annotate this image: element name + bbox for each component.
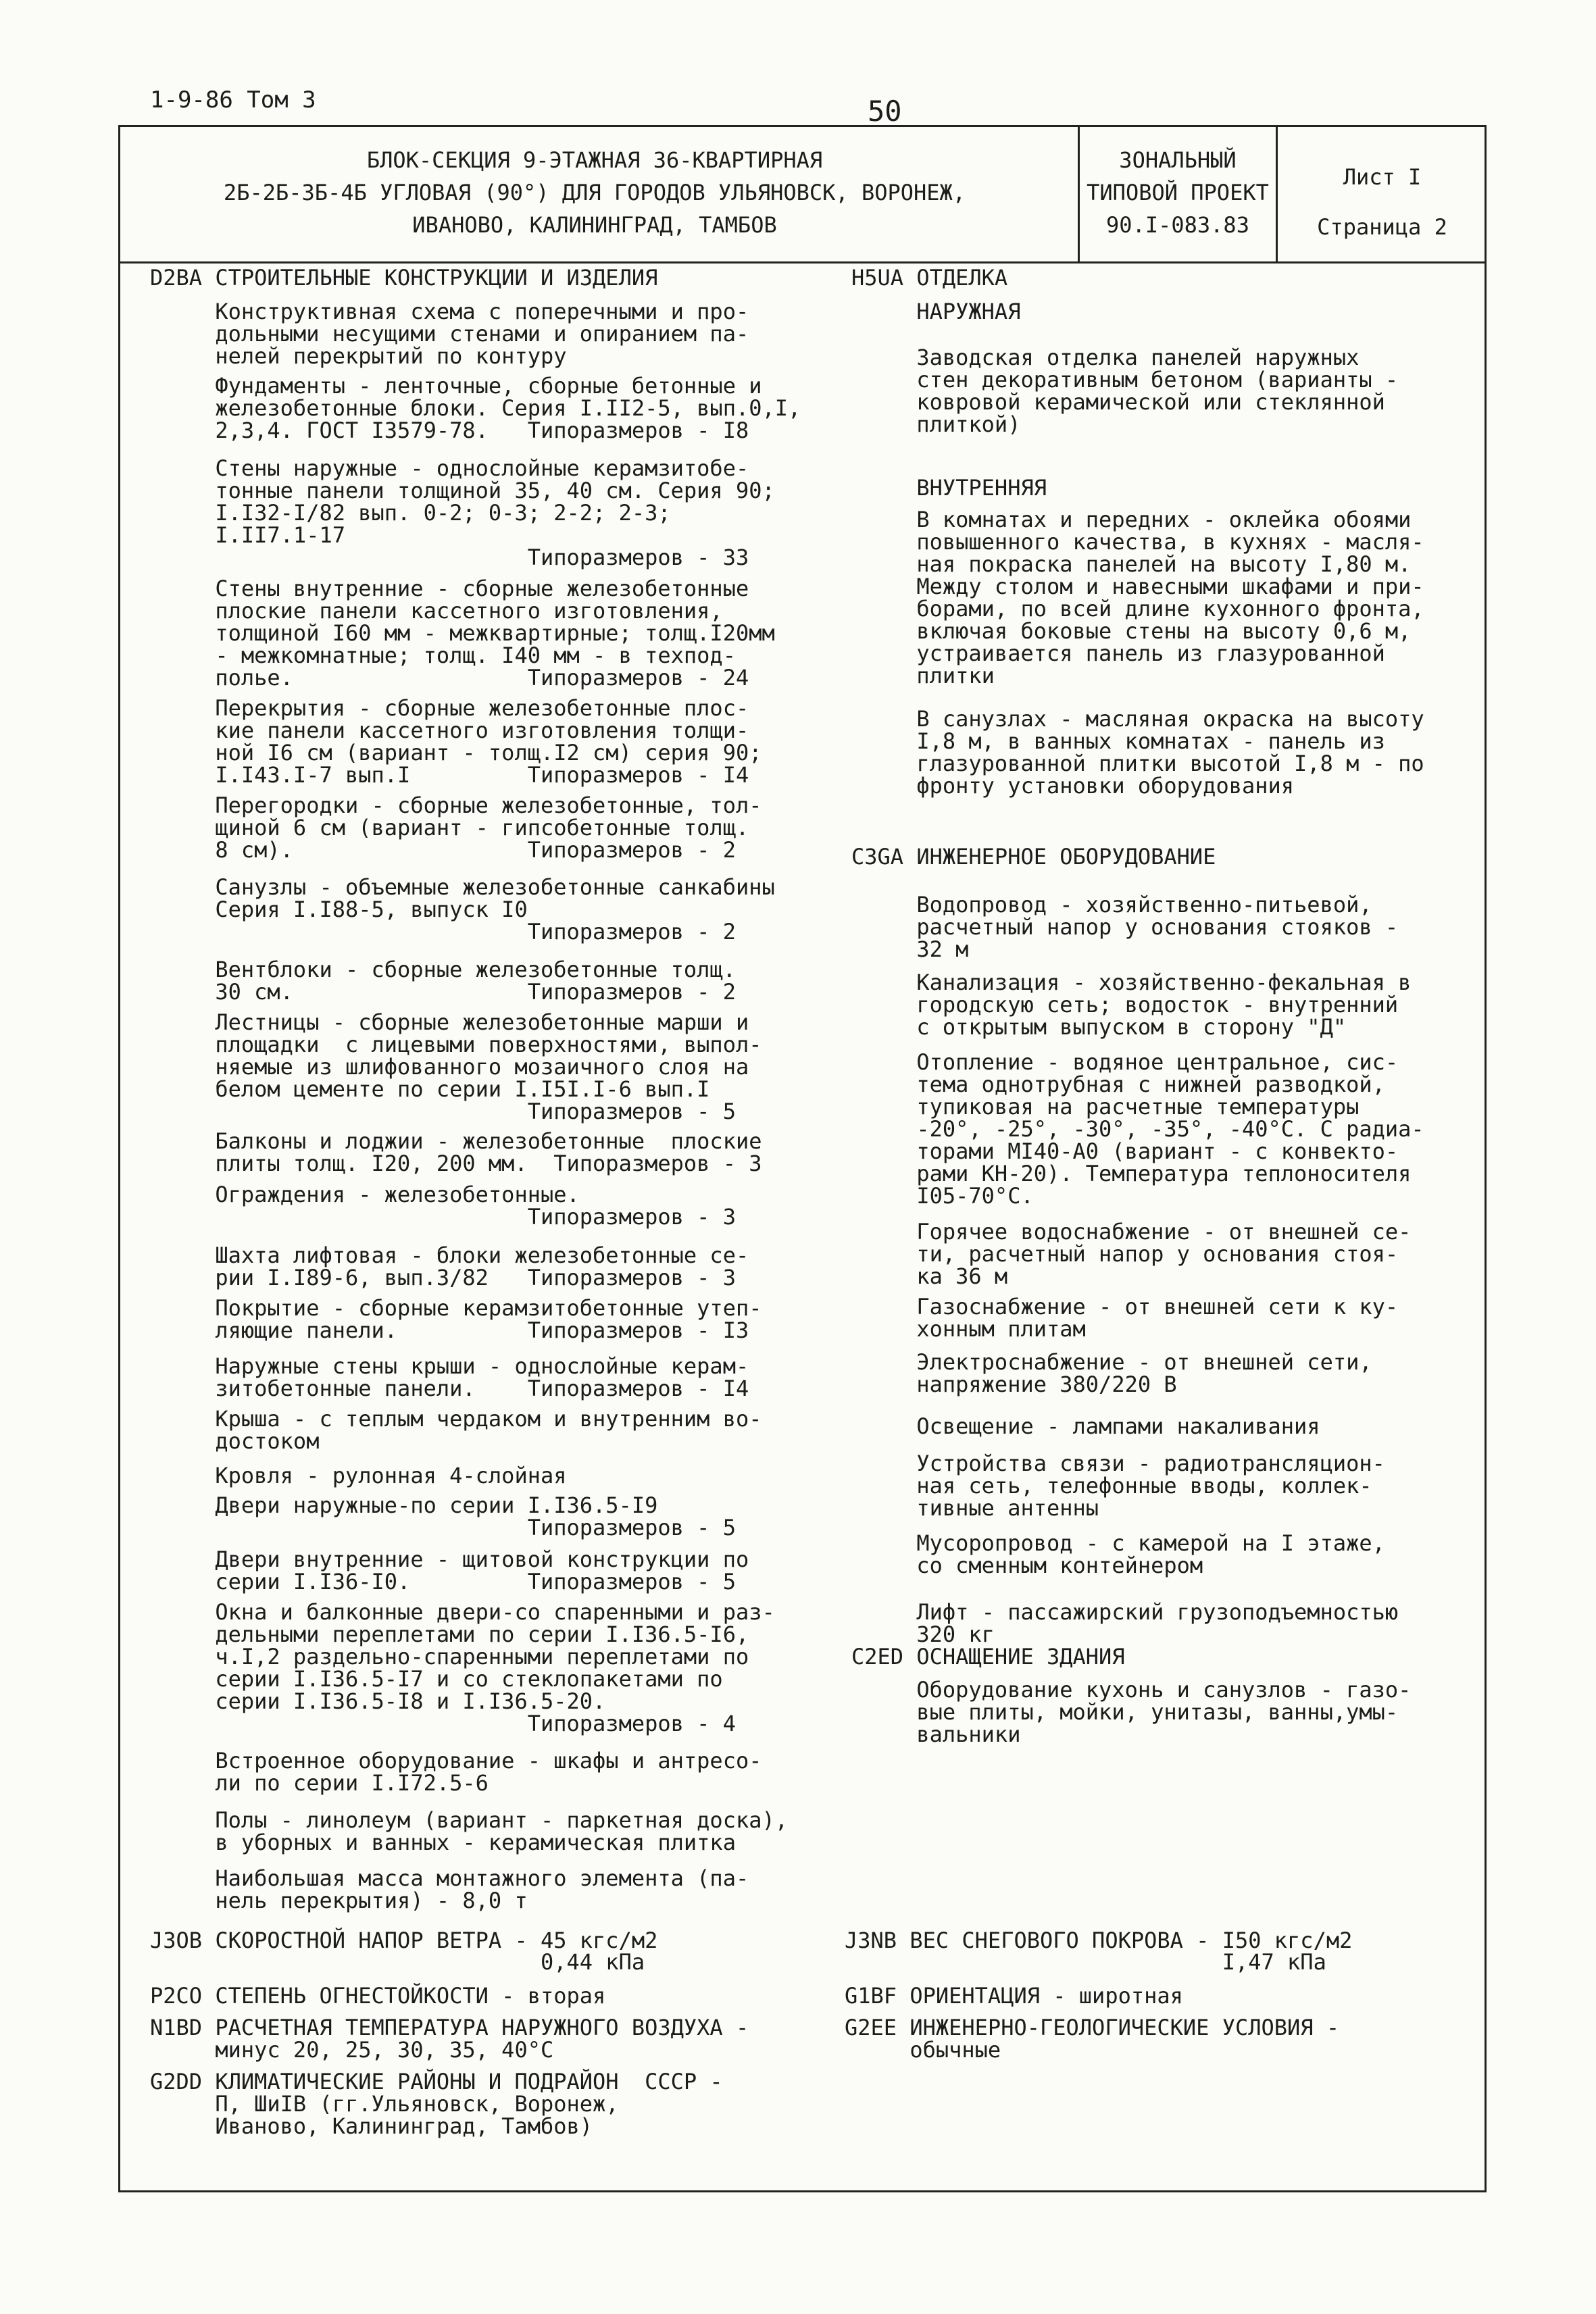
right-line: Заводская отделка панелей наружных bbox=[851, 345, 1360, 370]
left-line: серии I.I36-I0. Типоразмеров - 5 bbox=[150, 1569, 736, 1594]
left-line: Перекрытия - сборные железобетонные плос- bbox=[150, 695, 749, 721]
right-line: Устройства связи - радиотрансляцион- bbox=[851, 1451, 1385, 1476]
left-line: ной I6 см (вариант - толщ.I2 см) серия 90; bbox=[150, 740, 762, 765]
left-line: Стены внутренние - сборные железобетонные bbox=[150, 576, 749, 601]
left-line: I.I32-I/82 вып. 0-2; 0-3; 2-2; 2-3; bbox=[150, 500, 671, 526]
left-line: серии I.I36.5-I7 и со стеклопакетами по bbox=[150, 1666, 723, 1692]
page-number: 50 bbox=[868, 95, 902, 128]
right-line: устраивается панель из глазурованной bbox=[851, 640, 1385, 666]
right-line: C3GA ИНЖЕНЕРНОЕ ОБОРУДОВАНИЕ bbox=[851, 844, 1216, 870]
right-line: расчетный напор у основания стояков - bbox=[851, 914, 1399, 940]
bottom-left-line: P2CO СТЕПЕНЬ ОГНЕСТОЙКОСТИ - вторая bbox=[150, 1983, 606, 2009]
right-line: В комнатах и передних - оклейка обоями bbox=[851, 507, 1412, 532]
left-line: железобетонные блоки. Серия I.II2-5, вып.0,I, bbox=[150, 395, 801, 421]
right-line: Канализация - хозяйственно-фекальная в bbox=[851, 970, 1412, 995]
title-block bbox=[118, 125, 1487, 263]
left-line: нель перекрытия) - 8,0 т bbox=[150, 1888, 528, 1913]
left-line: кие панели кассетного изготовления толщи- bbox=[150, 718, 749, 743]
right-line: ка 36 м bbox=[851, 1263, 1008, 1289]
left-line: Конструктивная схема с поперечными и про- bbox=[150, 299, 749, 324]
left-line: 8 см). Типоразмеров - 2 bbox=[150, 837, 736, 863]
bottom-right-line: I,47 кПа bbox=[845, 1949, 1326, 1975]
right-line: тема однотрубная с нижней разводкой, bbox=[851, 1072, 1385, 1097]
right-line: -20°, -25°, -30°, -35°, -40°С. С радиа- bbox=[851, 1116, 1424, 1142]
right-line: В санузлах - масляная окраска на высоту bbox=[851, 706, 1424, 732]
left-line: Типоразмеров - 3 bbox=[150, 1204, 736, 1230]
title-line: БЛОК-СЕКЦИЯ 9-ЭТАЖНАЯ 36-КВАРТИРНАЯ bbox=[366, 147, 823, 173]
left-line: Вентблоки - сборные железобетонные толщ. bbox=[150, 957, 736, 982]
left-line: ляющие панели. Типоразмеров - I3 bbox=[150, 1317, 749, 1343]
left-line: рии I.I89-6, вып.3/82 Типоразмеров - 3 bbox=[150, 1265, 736, 1290]
left-line: D2BA СТРОИТЕЛЬНЫЕ КОНСТРУКЦИИ И ИЗДЕЛИЯ bbox=[150, 265, 658, 291]
left-line: площадки с лицевыми поверхностями, выпол- bbox=[150, 1032, 762, 1057]
left-line: Лестницы - сборные железобетонные марши и bbox=[150, 1009, 749, 1035]
zone-line: ЗОНАЛЬНЫЙ bbox=[1119, 147, 1237, 173]
right-line: I05-70°С. bbox=[851, 1183, 1034, 1209]
right-line: рами КН-20). Температура теплоносителя bbox=[851, 1161, 1412, 1186]
left-line: Типоразмеров - 5 bbox=[150, 1515, 736, 1540]
right-line: C2ED ОСНАЩЕНИЕ ЗДАНИЯ bbox=[851, 1644, 1125, 1669]
left-line: I.I43.I-7 вып.I Типоразмеров - I4 bbox=[150, 762, 749, 788]
left-line: Крыша - с теплым чердаком и внутренним во- bbox=[150, 1406, 762, 1432]
right-line: плиткой) bbox=[851, 411, 1021, 437]
left-line: плоские панели кассетного изготовления, bbox=[150, 598, 723, 624]
left-line: ли по серии I.I72.5-6 bbox=[150, 1770, 489, 1796]
right-line: Газоснабжение - от внешней сети к ку- bbox=[851, 1294, 1399, 1319]
right-line: Отопление - водяное центральное, сис- bbox=[851, 1049, 1399, 1075]
bottom-left-line: П, ШиIВ (гг.Ульяновск, Воронеж, bbox=[150, 2091, 619, 2117]
zone-line: ТИПОВОЙ ПРОЕКТ bbox=[1087, 180, 1269, 205]
left-line: Перегородки - сборные железобетонные, тол- bbox=[150, 793, 762, 818]
page-label: Страница 2 bbox=[1317, 214, 1447, 240]
left-line: зитобетонные панели. Типоразмеров - I4 bbox=[150, 1376, 749, 1401]
right-line: ковровой керамической или стеклянной bbox=[851, 389, 1385, 415]
left-line: дельными переплетами по серии I.I36.5-I6, bbox=[150, 1621, 749, 1647]
project-title bbox=[118, 144, 1071, 241]
left-line: 2,3,4. ГОСТ I3579-78. Типоразмеров - I8 bbox=[150, 418, 749, 443]
right-line: напряжение 380/220 В bbox=[851, 1372, 1177, 1397]
volume-label: 1-9-86 Том 3 bbox=[150, 86, 316, 114]
title-line: ИВАНОВО, КАЛИНИНГРАД, ТАМБОВ bbox=[412, 212, 777, 238]
right-line: Освещение - лампами накаливания bbox=[851, 1413, 1320, 1439]
right-line: 320 кг bbox=[851, 1621, 995, 1647]
sheet-number: Лист I bbox=[1343, 164, 1422, 190]
right-line: фронту установки оборудования bbox=[851, 773, 1295, 799]
bottom-left-line: J3OB СКОРОСТНОЙ НАПОР ВЕТРА - 45 кгс/м2 bbox=[150, 1928, 658, 1953]
left-line: Ограждения - железобетонные. bbox=[150, 1182, 580, 1207]
left-line: Наибольшая масса монтажного элемента (па- bbox=[150, 1865, 749, 1891]
right-line: ная сеть, телефонные вводы, коллек- bbox=[851, 1473, 1372, 1499]
left-line: нелей перекрытий по контуру bbox=[150, 343, 567, 369]
right-line: Между столом и навесными шкафами и при- bbox=[851, 574, 1424, 599]
right-line: тупиковая на расчетные температуры bbox=[851, 1094, 1360, 1120]
project-code: 90.I-083.83 bbox=[1106, 212, 1249, 238]
left-line: няемые из шлифованного мозаичного слоя на bbox=[150, 1054, 749, 1080]
left-line: Фундаменты - ленточные, сборные бетонные и bbox=[150, 373, 762, 399]
left-line: достоком bbox=[150, 1428, 320, 1454]
left-line: в уборных и ванных - керамическая плитка bbox=[150, 1830, 736, 1855]
bottom-right-line: обычные bbox=[845, 2037, 1001, 2063]
bottom-right-line: G1BF ОРИЕНТАЦИЯ - широтная bbox=[845, 1983, 1183, 2009]
bottom-left-line: Иваново, Калининград, Тамбов) bbox=[150, 2113, 593, 2139]
right-line: включая боковые стены на высоту 0,6 м, bbox=[851, 618, 1412, 644]
left-line: Наружные стены крыши - однослойные керам- bbox=[150, 1353, 749, 1379]
right-line: Оборудование кухонь и санузлов - газо- bbox=[851, 1677, 1412, 1703]
right-line: повышенного качества, в кухнях - масля- bbox=[851, 529, 1424, 555]
left-line: толщиной I60 мм - межквартирные; толщ.I20мм bbox=[150, 620, 775, 646]
left-line: Санузлы - объемные железобетонные санкабины bbox=[150, 874, 775, 900]
left-line: щиной 6 см (вариант - гипсобетонные толщ. bbox=[150, 815, 749, 840]
left-line: Типоразмеров - 5 bbox=[150, 1099, 736, 1124]
left-line: Окна и балконные двери-со спаренными и раз- bbox=[150, 1599, 775, 1625]
right-line: вые плиты, мойки, унитазы, ванны,умы- bbox=[851, 1699, 1399, 1725]
right-line: 32 м bbox=[851, 936, 969, 962]
left-line: Встроенное оборудование - шкафы и антресо- bbox=[150, 1748, 762, 1774]
right-line: H5UA ОТДЕЛКА bbox=[851, 265, 1008, 291]
left-line: плиты толщ. I20, 200 мм. Типоразмеров - 3 bbox=[150, 1151, 762, 1176]
right-line: ная покраска панелей на высоту I,80 м. bbox=[851, 551, 1412, 577]
bottom-right-line: G2EE ИНЖЕНЕРНО-ГЕОЛОГИЧЕСКИЕ УСЛОВИЯ - bbox=[845, 2015, 1340, 2040]
bottom-left-line: G2DD КЛИМАТИЧЕСКИЕ РАЙОНЫ И ПОДРАЙОН СССР - bbox=[150, 2069, 723, 2094]
right-line: Мусоропровод - с камерой на I этаже, bbox=[851, 1530, 1385, 1556]
left-line: Типоразмеров - 2 bbox=[150, 919, 736, 945]
left-line: - межкомнатные; толщ. I40 мм - в техпод- bbox=[150, 643, 736, 668]
right-line: со сменным контейнером bbox=[851, 1553, 1203, 1578]
right-line: глазурованной плитки высотой I,8 м - по bbox=[851, 751, 1424, 776]
right-line: I,8 м, в ванных комнатах - панель из bbox=[851, 728, 1385, 754]
left-line: белом цементе по серии I.I5I.I-6 вып.I bbox=[150, 1076, 710, 1102]
left-line: Типоразмеров - 33 bbox=[150, 545, 749, 570]
left-line: Двери наружные-по серии I.I36.5-I9 bbox=[150, 1492, 658, 1518]
right-line: вальники bbox=[851, 1721, 1021, 1747]
left-line: Балконы и лоджии - железобетонные плоские bbox=[150, 1128, 762, 1154]
right-line: плитки bbox=[851, 663, 995, 688]
right-line: ти, расчетный напор у основания стоя- bbox=[851, 1241, 1399, 1267]
left-line: Шахта лифтовая - блоки железобетонные се- bbox=[150, 1242, 749, 1268]
right-line: стен декоративным бетоном (варианты - bbox=[851, 367, 1399, 393]
left-line: полье. Типоразмеров - 24 bbox=[150, 665, 749, 690]
left-line: Стены наружные - однослойные керамзитобе- bbox=[150, 455, 749, 481]
left-line: тонные панели толщиной 35, 40 см. Серия 90; bbox=[150, 478, 775, 503]
right-line: с открытым выпуском в сторону "Д" bbox=[851, 1014, 1347, 1040]
project-code-block bbox=[1080, 144, 1276, 241]
right-line: Водопровод - хозяйственно-питьевой, bbox=[851, 892, 1372, 917]
left-line: серии I.I36.5-I8 и I.I36.5-20. bbox=[150, 1688, 606, 1714]
left-line: I.II7.1-17 bbox=[150, 522, 345, 548]
left-line: ч.I,2 раздельно-спаренными переплетами по bbox=[150, 1644, 749, 1669]
left-line: дольными несущими стенами и опиранием па- bbox=[150, 321, 749, 347]
left-line: Серия I.I88-5, выпуск I0 bbox=[150, 897, 528, 922]
right-line: Лифт - пассажирский грузоподъемностью bbox=[851, 1599, 1399, 1625]
right-line: Электроснабжение - от внешней сети, bbox=[851, 1349, 1372, 1375]
left-line: Двери внутренние - щитовой конструкции по bbox=[150, 1546, 749, 1572]
right-line: борами, по всей длине кухонного фронта, bbox=[851, 596, 1424, 622]
left-line: Типоразмеров - 4 bbox=[150, 1711, 736, 1736]
right-line: торами МI40-А0 (вариант - с конвекто- bbox=[851, 1138, 1399, 1164]
bottom-left-line: N1BD РАСЧЕТНАЯ ТЕМПЕРАТУРА НАРУЖНОГО ВОЗДУХА - bbox=[150, 2015, 749, 2040]
left-line: Полы - линолеум (вариант - паркетная доска), bbox=[150, 1807, 789, 1833]
right-line: НАРУЖНАЯ bbox=[851, 299, 1021, 324]
sheet-block bbox=[1278, 152, 1487, 252]
bottom-left-line: минус 20, 25, 30, 35, 40°С bbox=[150, 2037, 554, 2063]
right-line: тивные антенны bbox=[851, 1495, 1099, 1521]
left-line: Кровля - рулонная 4-слойная bbox=[150, 1463, 567, 1488]
left-line: 30 см. Типоразмеров - 2 bbox=[150, 979, 736, 1005]
bottom-left-line: 0,44 кПа bbox=[150, 1949, 645, 1975]
right-line: хонным плитам bbox=[851, 1316, 1086, 1342]
title-line: 2Б-2Б-3Б-4Б УГЛОВАЯ (90°) ДЛЯ ГОРОДОВ УЛЬЯНОВСК, ВОРОНЕЖ, bbox=[223, 180, 966, 205]
right-line: ВНУТРЕННЯЯ bbox=[851, 475, 1047, 501]
right-line: Горячее водоснабжение - от внешней се- bbox=[851, 1219, 1412, 1244]
bottom-right-line: J3NB ВЕС СНЕГОВОГО ПОКРОВА - I50 кгс/м2 bbox=[845, 1928, 1353, 1953]
left-line: Покрытие - сборные керамзитобетонные утеп- bbox=[150, 1295, 762, 1321]
right-line: городскую сеть; водосток - внутренний bbox=[851, 992, 1399, 1017]
